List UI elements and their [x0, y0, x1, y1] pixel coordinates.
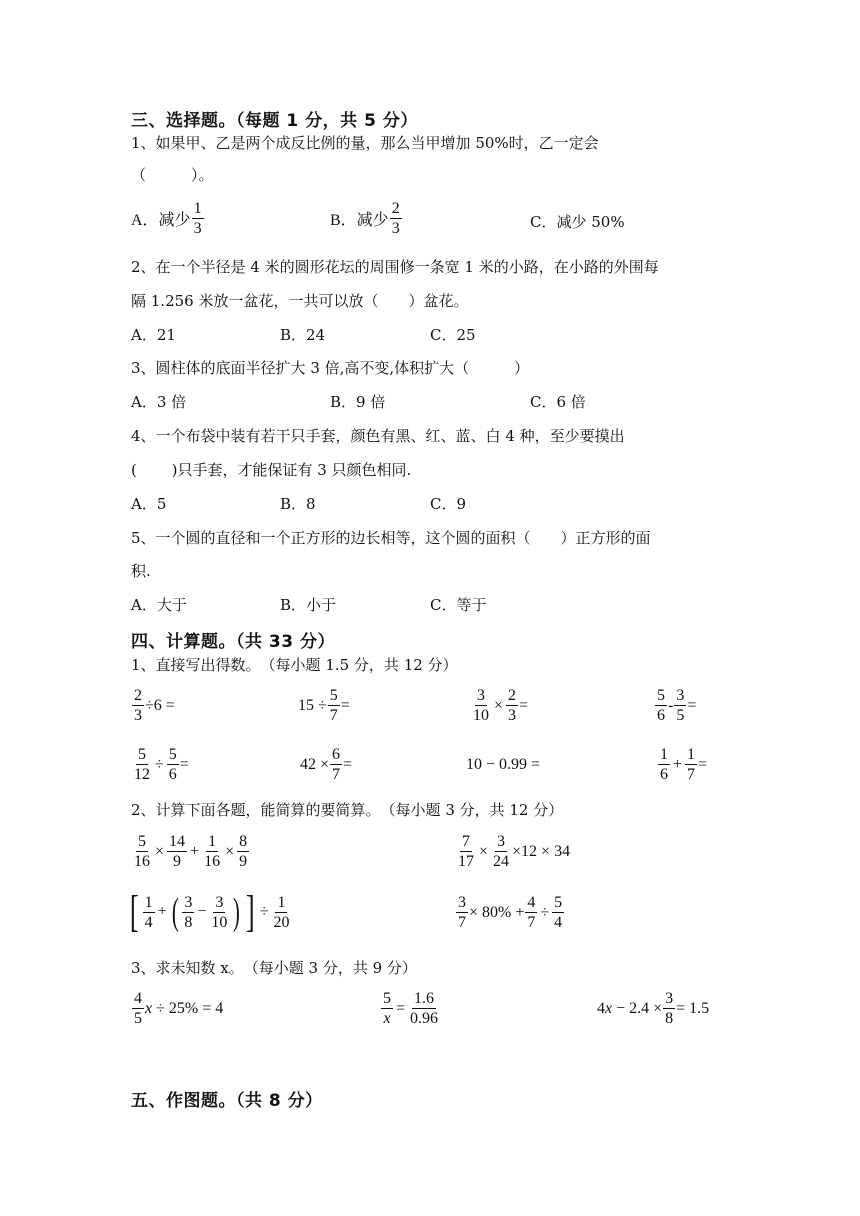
- expr-tail: =: [179, 755, 189, 773]
- numerator: 1: [687, 746, 696, 763]
- q1-option-a: [131, 199, 205, 238]
- q1-blank: （ ）。: [131, 166, 214, 184]
- operator: -: [668, 696, 674, 714]
- denominator: 9: [239, 853, 248, 870]
- denominator: 7: [332, 766, 341, 783]
- fraction: [552, 893, 564, 932]
- q5-text-2: 积.: [131, 562, 151, 580]
- fraction: [663, 989, 675, 1028]
- q5-option-c: C．等于: [430, 596, 487, 614]
- calc-4: [455, 893, 565, 932]
- denominator: 20: [273, 913, 290, 931]
- operator: ×: [155, 842, 165, 860]
- numerator: 3: [477, 687, 485, 704]
- denominator: 10: [473, 707, 489, 724]
- expr-tail: =: [698, 755, 708, 773]
- denominator: 5: [134, 1010, 142, 1027]
- denominator: 7: [458, 914, 466, 931]
- numerator: 1.6: [414, 990, 435, 1007]
- numerator: 5: [329, 687, 338, 704]
- denominator: 16: [134, 853, 150, 870]
- expr-5: [131, 745, 189, 784]
- denominator: 6: [657, 707, 665, 724]
- fraction: [182, 893, 194, 932]
- denominator: 7: [687, 766, 696, 783]
- denominator: 6: [168, 766, 177, 783]
- denominator: 7: [527, 914, 536, 931]
- fraction: [408, 989, 440, 1028]
- numerator: 5: [168, 746, 177, 763]
- fraction: [655, 686, 667, 725]
- expr-middle: − 2.4 ×: [616, 999, 663, 1017]
- denominator: 12: [134, 766, 150, 783]
- q4-text: 4、一个布袋中装有若干只手套，颜色有黑、红、蓝、白 4 种，至少要摸出: [131, 427, 625, 445]
- operator: +: [157, 903, 167, 920]
- fraction: [491, 832, 511, 871]
- equation-3: [597, 989, 709, 1028]
- fraction: [390, 199, 402, 238]
- denominator: 4: [554, 914, 563, 931]
- q1-option-b-label: B．减少: [330, 212, 389, 229]
- q1-option-c: C．减少 50%: [530, 213, 625, 231]
- variable-x: x: [145, 999, 153, 1017]
- fraction: [328, 686, 340, 725]
- numerator: 3: [184, 893, 193, 911]
- expr-1: [131, 686, 175, 725]
- variable-x: x: [605, 999, 613, 1017]
- numerator: 3: [676, 687, 685, 704]
- q3-option-b: B．9 倍: [330, 393, 386, 411]
- q4-option-b: B．8: [280, 495, 316, 513]
- fraction: [143, 893, 155, 932]
- q3-option-a: A．3 倍: [131, 393, 187, 411]
- q5-text: 5、一个圆的直径和一个正方形的边长相等，这个圆的面积（ ）正方形的面: [131, 529, 651, 547]
- numerator: 5: [138, 833, 146, 850]
- equals: =: [396, 999, 406, 1017]
- left-bracket: [: [129, 887, 139, 936]
- denominator: 16: [204, 853, 221, 870]
- denominator: 4: [144, 913, 153, 931]
- expr-head: 15 ÷: [298, 696, 327, 714]
- fraction: [132, 832, 152, 871]
- denominator: 3: [508, 707, 517, 724]
- fraction: [658, 745, 670, 784]
- numerator: 5: [657, 687, 665, 704]
- denominator: 0.96: [410, 1010, 439, 1027]
- denominator: 5: [676, 707, 685, 724]
- q5-option-a: A．大于: [131, 596, 187, 614]
- denominator: 10: [211, 913, 228, 931]
- denominator: 24: [493, 853, 510, 870]
- numerator: 5: [138, 746, 146, 763]
- fraction: [674, 686, 686, 725]
- calc-3: [127, 887, 292, 936]
- denominator: 6: [660, 766, 668, 783]
- denominator: 9: [173, 853, 182, 870]
- numerator: 3: [497, 833, 506, 850]
- denominator: 7: [329, 707, 338, 724]
- section-4-title: 四、计算题。（共 33 分）: [131, 632, 335, 652]
- fraction: [202, 832, 222, 871]
- numerator: 1: [193, 200, 202, 217]
- operator: ×: [225, 842, 235, 860]
- numerator: 4: [527, 894, 536, 911]
- q2-text: 2、在一个半径是 4 米的圆形花坛的周围修一条宽 1 米的小路，在小路的外围每: [131, 258, 659, 276]
- operator: ×: [479, 842, 489, 860]
- expr-6: [300, 745, 352, 784]
- fraction: [132, 686, 144, 725]
- denominator: 3: [134, 707, 142, 724]
- operator: +: [190, 842, 200, 860]
- numerator: 3: [215, 893, 224, 911]
- fraction: [685, 745, 697, 784]
- fraction: [330, 745, 342, 784]
- numerator: 8: [239, 833, 248, 850]
- operator: +: [673, 755, 683, 773]
- numerator: 6: [332, 746, 341, 763]
- fraction: [381, 989, 393, 1028]
- numerator: 5: [554, 894, 563, 911]
- expr-tail: =: [519, 696, 529, 714]
- q2-option-b: B．24: [280, 326, 326, 344]
- right-bracket: ]: [245, 887, 255, 936]
- operator: ÷: [259, 903, 269, 920]
- coefficient: 4: [597, 999, 605, 1017]
- numerator: 1: [277, 893, 286, 911]
- denominator: 8: [184, 913, 193, 931]
- numerator: 14: [169, 833, 186, 850]
- fraction: [237, 832, 249, 871]
- operator: ÷: [540, 903, 550, 921]
- numerator: 1: [144, 893, 153, 911]
- q3-text: 3、圆柱体的底面半径扩大 3 倍,高不变,体积扩大（ ）: [131, 359, 530, 377]
- fraction: [271, 893, 291, 932]
- fraction: [167, 832, 187, 871]
- part-3-instruction: 3、求未知数 x。 （每小题 3 分，共 9 分）: [131, 959, 417, 977]
- fraction: [132, 989, 144, 1028]
- operator: ×: [494, 696, 504, 714]
- denominator: 17: [458, 853, 474, 870]
- q4-text-2: ( )只手套，才能保证有 3 只颜色相同.: [131, 461, 412, 479]
- expr-tail: ×12 × 34: [512, 842, 571, 860]
- q2-option-c: C．25: [430, 326, 476, 344]
- equation-2: [380, 989, 441, 1028]
- numerator: 1: [208, 833, 217, 850]
- operator: −: [197, 903, 207, 920]
- numerator: 3: [665, 990, 674, 1007]
- expr-tail: = 1.5: [676, 999, 710, 1017]
- numerator: 2: [391, 200, 400, 217]
- denominator: 8: [665, 1010, 674, 1027]
- expr-middle: × 80% +: [469, 903, 525, 921]
- expr-tail: ÷ 25% = 4: [156, 999, 224, 1017]
- operator: ÷: [155, 755, 164, 773]
- numerator: 5: [383, 990, 391, 1007]
- numerator: 1: [660, 746, 668, 763]
- denominator: x: [383, 1010, 391, 1027]
- q1-option-a-label: A．减少: [131, 212, 191, 229]
- q3-option-c: C．6 倍: [530, 393, 586, 411]
- expr-tail: =: [340, 696, 350, 714]
- fraction: [506, 686, 518, 725]
- numerator: 4: [134, 990, 142, 1007]
- fraction: [456, 893, 468, 932]
- expr-2: [298, 686, 350, 725]
- fraction: [471, 686, 491, 725]
- expr-3: [470, 686, 528, 725]
- fraction: [525, 893, 537, 932]
- part-2-instruction: 2、计算下面各题，能简算的要简算。 （每小题 3 分，共 12 分）: [131, 801, 564, 819]
- denominator: 3: [193, 220, 202, 237]
- q5-option-b: B．小于: [280, 596, 337, 614]
- left-paren: (: [171, 891, 179, 933]
- fraction: [209, 893, 229, 932]
- fraction: [456, 832, 476, 871]
- numerator: 2: [134, 687, 142, 704]
- denominator: 3: [391, 220, 400, 237]
- expr-tail: ÷6 =: [145, 696, 175, 714]
- q4-option-c: C．9: [430, 495, 467, 513]
- expr-head: 42 ×: [300, 755, 330, 773]
- section-5-title: 五、作图题。（共 8 分）: [131, 1091, 323, 1111]
- q2-option-a: A．21: [131, 326, 176, 344]
- numerator: 2: [508, 687, 517, 704]
- part-1-instruction: 1、直接写出得数。 （每小题 1.5 分，共 12 分）: [131, 656, 458, 674]
- expr-tail: =: [687, 696, 697, 714]
- section-3-title: 三、选择题。（每题 1 分，共 5 分）: [131, 111, 418, 131]
- calc-2: [455, 832, 570, 871]
- q2-text-2: 隔 1.256 米放一盆花，一共可以放（ ）盆花。: [131, 292, 469, 310]
- expr-7: 10 − 0.99 =: [466, 756, 541, 773]
- expr-4: [654, 686, 696, 725]
- numerator: 3: [458, 894, 466, 911]
- right-paren: ): [233, 891, 241, 933]
- numerator: 7: [462, 833, 470, 850]
- fraction: [167, 745, 179, 784]
- expr-8: [657, 745, 707, 784]
- calc-1: [131, 832, 250, 871]
- q1-option-b: [330, 199, 403, 238]
- fraction: [192, 199, 204, 238]
- q4-option-a: A．5: [131, 495, 167, 513]
- fraction: [132, 745, 152, 784]
- equation-1: [131, 989, 223, 1028]
- q1-text: 1、如果甲、乙是两个成反比例的量，那么当甲增加 50%时，乙一定会: [131, 134, 599, 152]
- expr-tail: =: [343, 755, 353, 773]
